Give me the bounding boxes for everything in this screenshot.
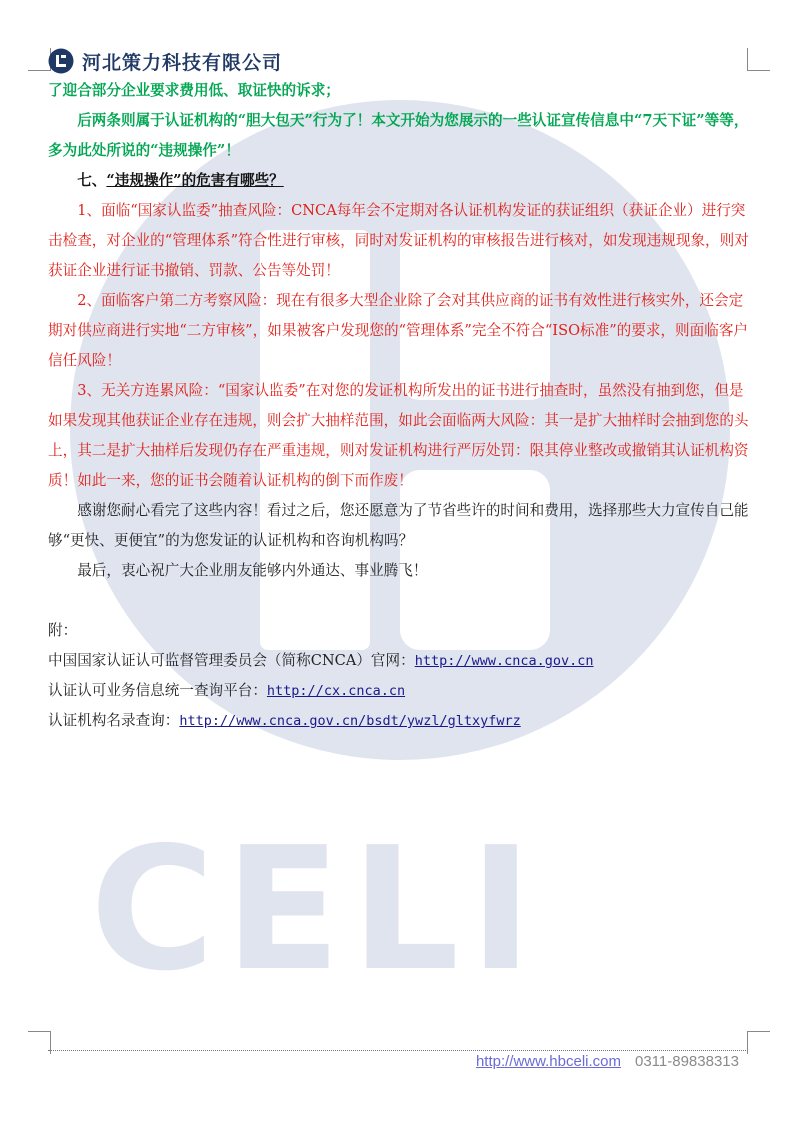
company-name: 河北策力科技有限公司	[82, 51, 283, 74]
closing-paragraph: 感谢您耐心看完了这些内容！看过之后，您还愿意为了节省些许的时间和费用，选择那些大力宣传自己能够“更快、更便宜”的为您发证的认证机构和咨询机构吗？	[48, 502, 749, 549]
celi-logo-icon	[48, 48, 74, 74]
appendix-line-3-text: 认证机构名录查询：	[48, 712, 180, 729]
page-footer	[476, 1053, 739, 1070]
footer-website-link[interactable]: http://www.hbceli.com	[475, 1053, 621, 1070]
appendix-line-1-text: 中国国家认证认可监督管理委员会（简称CNCA）官网：	[48, 652, 415, 669]
heading-underlined: “违规操作”	[106, 172, 182, 189]
risk-item-3: 3、无关方连累风险：“国家认监委”在对您的发证机构所发出的证书进行抽查时，虽然没有抽到您，但是如果发现其他获证企业存在违规，则会扩大抽样范围，如此会面临两大风险：其一是扩大抽样时会抽到您的头上，其二是扩大抽样后发现仍存在严重违规，则对发证机构进行严厉处罚：限其停业整改或撤销其认证机构资质！如此一来，您的证书会随着认证机构的倒下而作废！	[48, 382, 749, 489]
cnca-directory-link[interactable]: http://www.cnca.gov.cn/bsdt/ywzl/gltxyfwrz	[179, 713, 521, 729]
paragraph-continuation: 了迎合部分企业要求费用低、取证快的诉求；	[48, 82, 340, 99]
footer-phone: 0311-89838313	[635, 1053, 739, 1070]
closing-wishes: 最后，衷心祝广大企业朋友能够内外通达、事业腾飞！	[77, 562, 428, 579]
heading-number: 七、	[77, 172, 107, 189]
risk-item-2: 2、面临客户第二方考察风险：现在有很多大型企业除了会对其供应商的证书有效性进行核实外，还会定期对供应商进行实地“二方审核”，如果被客户发现您的“管理体系”完全不符合“ISO标准”的要求，则面临客户信任风险！	[48, 292, 749, 369]
document-body	[48, 76, 754, 736]
footer-divider	[48, 1050, 748, 1051]
section-heading-7	[48, 166, 754, 196]
appendix-line-2-text: 认证认可业务信息统一查询平台：	[48, 682, 267, 699]
appendix-line-3	[48, 706, 754, 736]
cnca-link[interactable]: http://www.cnca.gov.cn	[414, 653, 594, 669]
crop-mark-top-right	[747, 48, 770, 71]
crop-mark-bottom-right	[747, 1031, 770, 1054]
cx-cnca-link[interactable]: http://cx.cnca.cn	[266, 683, 406, 699]
appendix-label: 附：	[48, 622, 78, 639]
appendix-line-2	[48, 676, 754, 706]
page-header	[48, 46, 282, 76]
appendix-line-1	[48, 646, 754, 676]
heading-suffix: 的危害有哪些？	[181, 172, 284, 189]
paragraph-violation-intro: 后两条则属于认证机构的“胆大包天”行为了！本文开始为您展示的一些认证宣传信息中“7天下证”等等，多为此处所说的“违规操作”！	[48, 112, 749, 159]
watermark-text: CELI	[90, 811, 543, 1009]
spacer	[48, 586, 754, 616]
risk-item-1: 1、面临“国家认监委”抽查风险：CNCA每年会不定期对各认证机构发证的获证组织（获证企业）进行突击检查，对企业的“管理体系”符合性进行审核，同时对发证机构的审核报告进行核对，如发现违规现象，则对获证企业进行证书撤销、罚款、公告等处罚！	[48, 202, 749, 279]
